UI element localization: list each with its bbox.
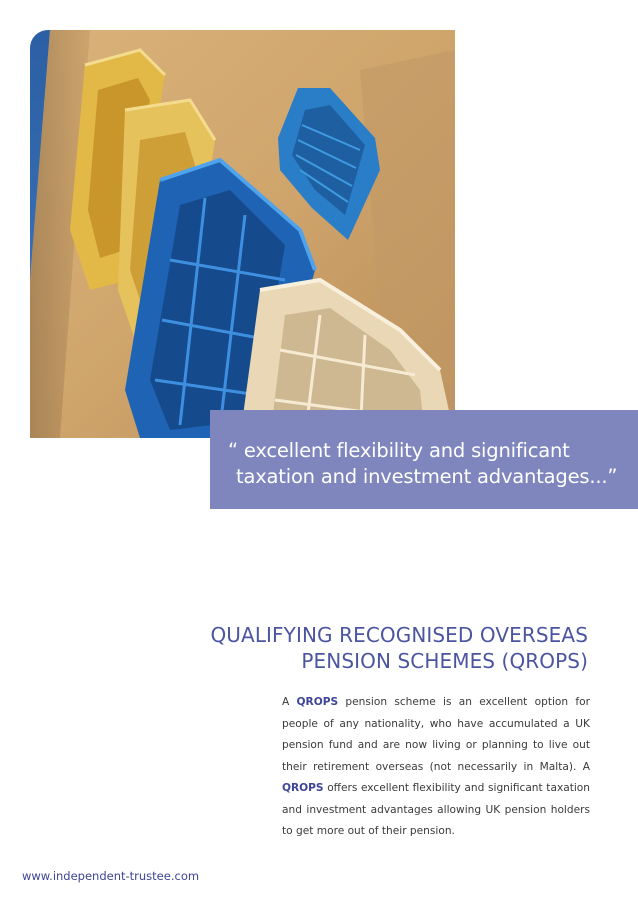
- pull-quote-line-2: taxation and investment advantages...”: [236, 465, 618, 488]
- section-heading: [210, 622, 588, 674]
- pull-quote-line-1: “ excellent flexibility and significant: [228, 439, 570, 462]
- section-heading-line-1: QUALIFYING RECOGNISED OVERSEAS: [210, 623, 588, 647]
- pull-quote-box: [210, 410, 638, 509]
- qrops-term: QROPS: [296, 696, 339, 708]
- body-text-part-1: A: [282, 696, 297, 708]
- body-paragraph: [282, 692, 590, 843]
- section-heading-line-2: PENSION SCHEMES (QROPS): [301, 649, 588, 673]
- footer-website-link[interactable]: www.independent-trustee.com: [22, 869, 200, 883]
- body-text-part-3: offers excellent flexibility and significant taxation and investment advantages allowing UK pension holders to get more out of their pension.: [282, 782, 590, 837]
- body-text-part-2: pension scheme is an excellent option for people of any nationality, who have accumulated a UK pension fund and are now living or planning to live out their retirement overseas (not necessarily in Malta). A: [282, 696, 590, 773]
- qrops-term: QROPS: [282, 782, 324, 794]
- hero-photo-maltese-balconies: [30, 30, 455, 438]
